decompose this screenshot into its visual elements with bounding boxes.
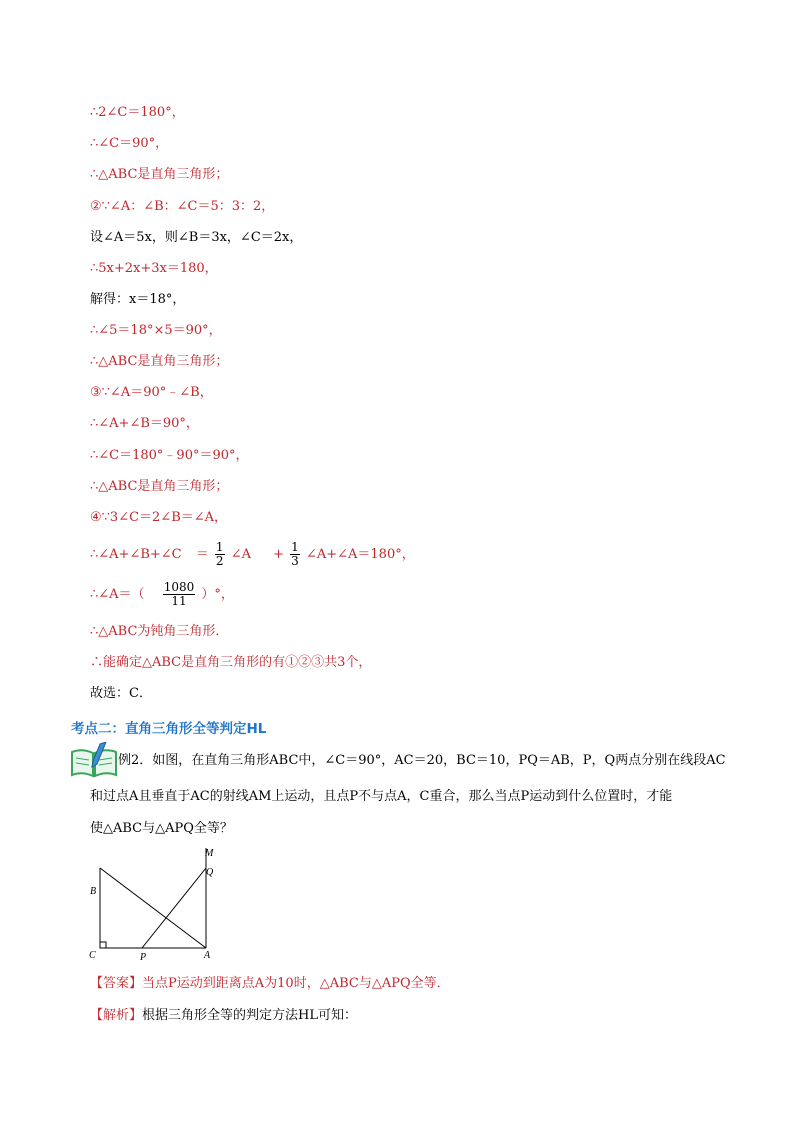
- segment-PQ: [142, 868, 206, 948]
- solution-line: ∴5x+2x+3x＝180，: [90, 261, 218, 276]
- triangle-diagram: [84, 844, 224, 964]
- conclusion-line: ∴能确定△ABC是直角三角形的有①②③共3个，: [90, 655, 372, 670]
- label-A: A: [204, 950, 211, 961]
- solution-line: ∴∠5＝18°×5＝90°，: [90, 323, 222, 338]
- segment-AB: [100, 868, 206, 948]
- answer-tag: 【答案】: [90, 976, 143, 991]
- label-P: P: [140, 952, 147, 963]
- label-Q: Q: [206, 867, 214, 878]
- solution-line: ∴△ABC是直角三角形；: [90, 354, 229, 369]
- solution-line: ∴△ABC为钝角三角形．: [90, 624, 229, 639]
- label-C: C: [89, 950, 96, 961]
- eq-prefix: ∴∠A+∠B+∠C: [90, 547, 182, 562]
- solution-line: ∴∠C＝90°，: [90, 136, 169, 151]
- label-B: B: [90, 886, 97, 897]
- solution-line: ③∵∠A＝90°﹣∠B，: [90, 385, 213, 400]
- example-line: 例2．如图，在直角三角形ABC中，∠C＝90°，AC＝20，BC＝10，PQ＝AB，P，Q两点分别在线段AC: [118, 753, 726, 768]
- solution-line: ∴△ABC是直角三角形；: [90, 479, 229, 494]
- example-line: 使△ABC与△APQ全等？: [90, 821, 233, 836]
- eq2-prefix: ∴∠A＝（: [90, 587, 145, 602]
- answer-line: [90, 975, 450, 993]
- choice-line: 故选：C．: [90, 686, 152, 701]
- solution-line: ∴∠C＝180°﹣90°＝90°，: [90, 448, 249, 463]
- example-line: 和过点A且垂直于AC的射线AM上运动，且点P不与点A，C重合，那么当点P运动到什么位置时，才能: [90, 789, 673, 804]
- analysis-line: [90, 1007, 357, 1025]
- eq-sign: ＝: [195, 547, 209, 562]
- eq-plus: +: [273, 547, 285, 562]
- fraction-1080-11: $\frac{1080}{11}$: [163, 580, 195, 608]
- solution-line: 解得：x＝18°，: [90, 292, 186, 307]
- fraction-equation: [90, 540, 415, 570]
- solution-line: ④∵3∠C＝2∠B＝∠A，: [90, 510, 228, 525]
- solution-line: ②∵∠A：∠B：∠C＝5：3：2，: [90, 199, 275, 214]
- analysis-text: 根据三角形全等的判定方法HL可知：: [142, 1008, 357, 1023]
- solution-line: ∴△ABC是直角三角形；: [90, 167, 229, 182]
- section-heading: 考点二：直角三角形全等判定HL: [71, 721, 267, 737]
- solution-line: ∴∠A+∠B＝90°，: [90, 416, 199, 431]
- right-angle-mark: [100, 942, 106, 948]
- solution-line: 设∠A＝5x，则∠B＝3x，∠C＝2x，: [90, 230, 303, 245]
- solution-line: ∴2∠C＝180°，: [90, 105, 185, 120]
- book-pencil-icon: [70, 742, 118, 778]
- eq2-suffix: ）°，: [201, 587, 234, 602]
- label-M: M: [205, 848, 214, 859]
- fraction-equation-angle: [90, 579, 234, 611]
- answer-text: 当点P运动到距离点A为10时，△ABC与△APQ全等．: [142, 976, 450, 991]
- eq-tail: ∠A+∠A＝180°，: [305, 547, 415, 562]
- fraction-one-half: $\frac{1}{2}$: [215, 540, 224, 568]
- eq-mid: ∠A: [230, 547, 251, 562]
- analysis-tag: 【解析】: [90, 1008, 143, 1023]
- fraction-one-third: $\frac{1}{3}$: [291, 540, 299, 568]
